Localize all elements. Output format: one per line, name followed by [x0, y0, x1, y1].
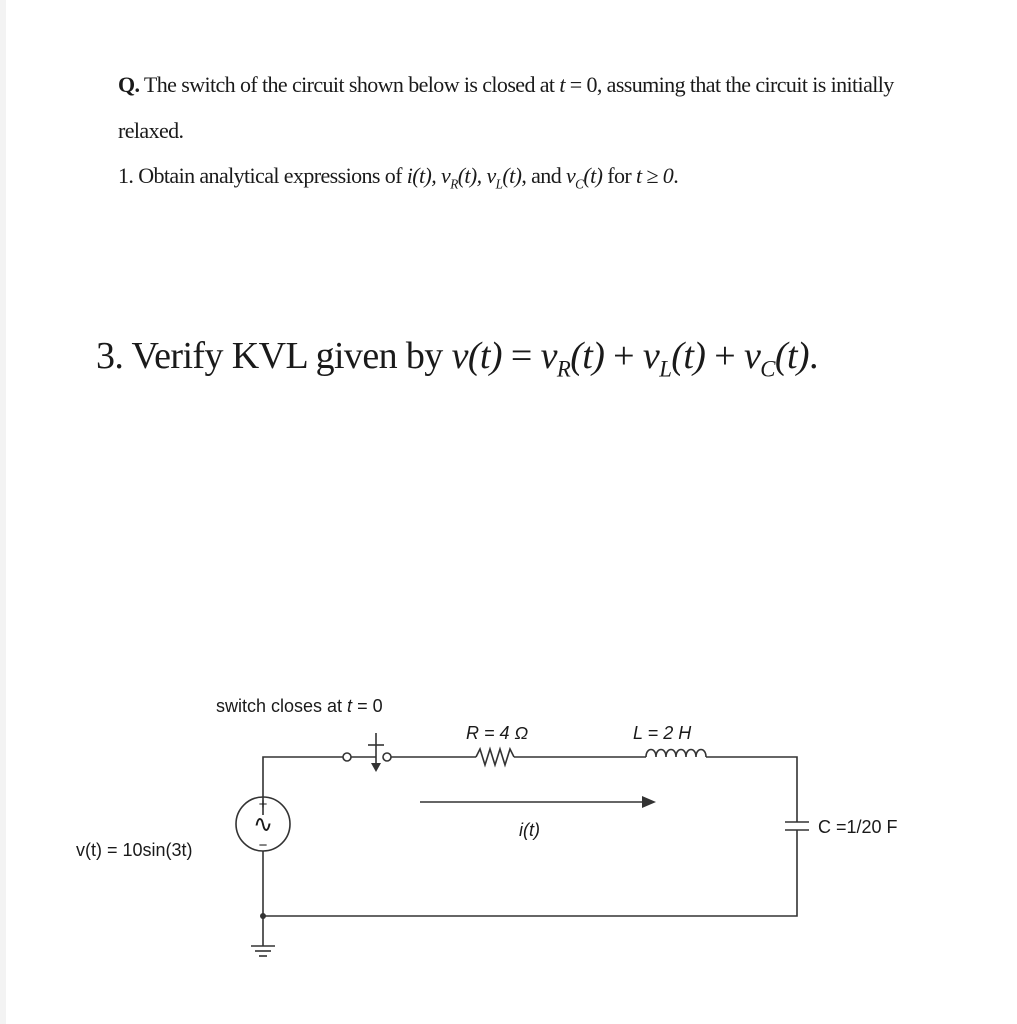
- item1-end: .: [673, 163, 679, 188]
- question-eq-zero: = 0: [564, 72, 597, 97]
- item3-sub-c: C: [760, 356, 775, 382]
- switch-label: switch closes at t = 0: [216, 696, 383, 716]
- item1-math-c: (t): [502, 163, 522, 188]
- item1-vc-t: (t): [583, 163, 603, 188]
- item1-vc: v: [566, 163, 576, 188]
- capacitor-label: C =1/20 F: [818, 817, 898, 837]
- item3-plus-2: +: [705, 335, 744, 377]
- inductor-label: L = 2 H: [633, 723, 692, 743]
- inductor-symbol: [646, 750, 706, 758]
- item1-and: , and: [521, 163, 566, 188]
- switch-contact-right: [383, 753, 391, 761]
- item3-vl: v: [642, 335, 660, 377]
- item1-condition: t ≥ 0: [636, 163, 674, 188]
- wire-top-left: [263, 757, 343, 815]
- item1-text: 1. Obtain analytical expressions of: [118, 163, 407, 188]
- junction-dot: [260, 913, 266, 919]
- question-prefix: Q.: [118, 72, 140, 97]
- item3-vl-t: (t): [671, 335, 706, 377]
- item3-equals: =: [501, 335, 541, 377]
- item3-vr: v: [540, 335, 557, 377]
- question-intro-c: relaxed.: [118, 118, 184, 143]
- item1-for: for: [602, 163, 636, 188]
- question-t-var: t: [559, 72, 565, 97]
- item3-vc: v: [744, 335, 761, 377]
- item3-sub-r: R: [556, 356, 571, 382]
- item1-math-a: i(t), v: [406, 163, 451, 188]
- question-intro-a: The switch of the circuit shown below is closed at: [139, 72, 560, 97]
- item3-text: 3. Verify KVL given by: [96, 335, 452, 377]
- item3-end: .: [808, 335, 818, 377]
- item1-sub-c: C: [575, 176, 584, 192]
- item3-lhs: v(t): [451, 335, 502, 377]
- item1-math-b: (t), v: [457, 163, 496, 188]
- item3-vc-t: (t): [774, 335, 809, 377]
- item3-sub-l: L: [659, 356, 672, 382]
- wire-top-right: [706, 757, 797, 822]
- wire-right-bottom: [263, 830, 797, 916]
- source-plus-sign: +: [258, 796, 268, 813]
- current-label: i(t): [519, 820, 540, 840]
- resistor-symbol: [476, 749, 514, 765]
- resistor-label: R = 4 Ω: [466, 723, 529, 743]
- item1-sub-r: R: [450, 176, 458, 192]
- item3-vr-t: (t): [570, 335, 605, 377]
- current-arrow-head: [642, 796, 656, 808]
- question-intro-b: , assuming that the circuit is initially: [596, 72, 894, 97]
- switch-arrow-head: [371, 763, 381, 772]
- source-minus-sign: −: [258, 837, 268, 854]
- item1-sub-l: L: [495, 176, 503, 192]
- source-label: v(t) = 10sin(3t): [76, 840, 193, 860]
- sine-wave-icon: ∿: [252, 811, 274, 838]
- switch-contact-left: [343, 753, 351, 761]
- item3-plus-1: +: [604, 335, 643, 377]
